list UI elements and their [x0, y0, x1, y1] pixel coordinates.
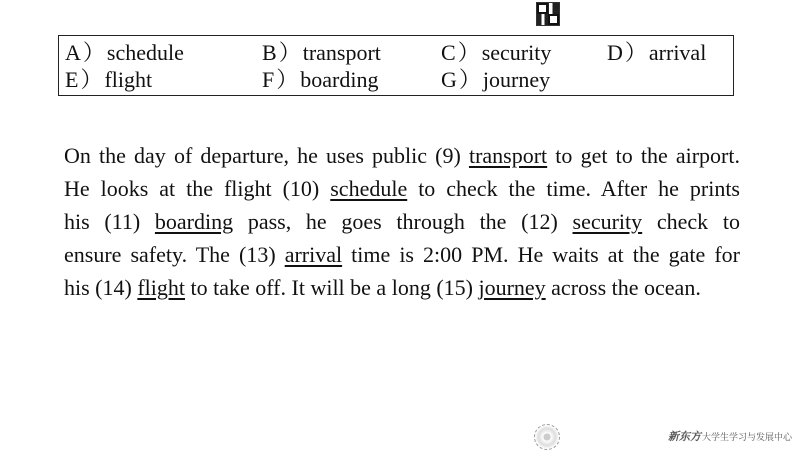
- answer-14: flight: [137, 275, 185, 300]
- answer-15: journey: [478, 275, 546, 300]
- option-g: G）journey: [441, 67, 551, 92]
- answer-10: schedule: [330, 176, 408, 201]
- option-d: D）arrival: [607, 40, 707, 65]
- option-c: C）security: [441, 40, 552, 65]
- passage-line-4: ensure safety. The (13) arrival time is 2:00 PM. He waits at the gate for: [64, 242, 740, 267]
- answer-13: arrival: [284, 242, 343, 267]
- option-b: B）transport: [262, 40, 381, 65]
- qr-code-icon: [536, 2, 560, 26]
- answer-12: security: [572, 209, 643, 234]
- passage-line-1: On the day of departure, he uses public (9) transport to get to the airport.: [64, 143, 740, 168]
- passage-line-5: his (14) flight to take off. It will be a long (15) journey across the ocean.: [64, 275, 701, 300]
- answer-11: boarding: [154, 209, 234, 234]
- passage: [64, 139, 740, 304]
- option-f: F）boarding: [262, 67, 379, 92]
- option-a: A）schedule: [65, 40, 184, 65]
- answer-9: transport: [468, 143, 548, 168]
- word-bank: [58, 35, 734, 96]
- option-e: E）flight: [65, 67, 153, 92]
- org-name: 大学生学习与发展中心: [702, 433, 793, 443]
- passage-line-2: He looks at the flight (10) schedule to check the time. After he prints: [64, 176, 740, 201]
- brand-logo: 新东方: [668, 430, 701, 443]
- qr-code-bottom-icon: [534, 424, 560, 450]
- passage-line-3: his (11) boarding pass, he goes through the (12) security check to: [64, 209, 740, 234]
